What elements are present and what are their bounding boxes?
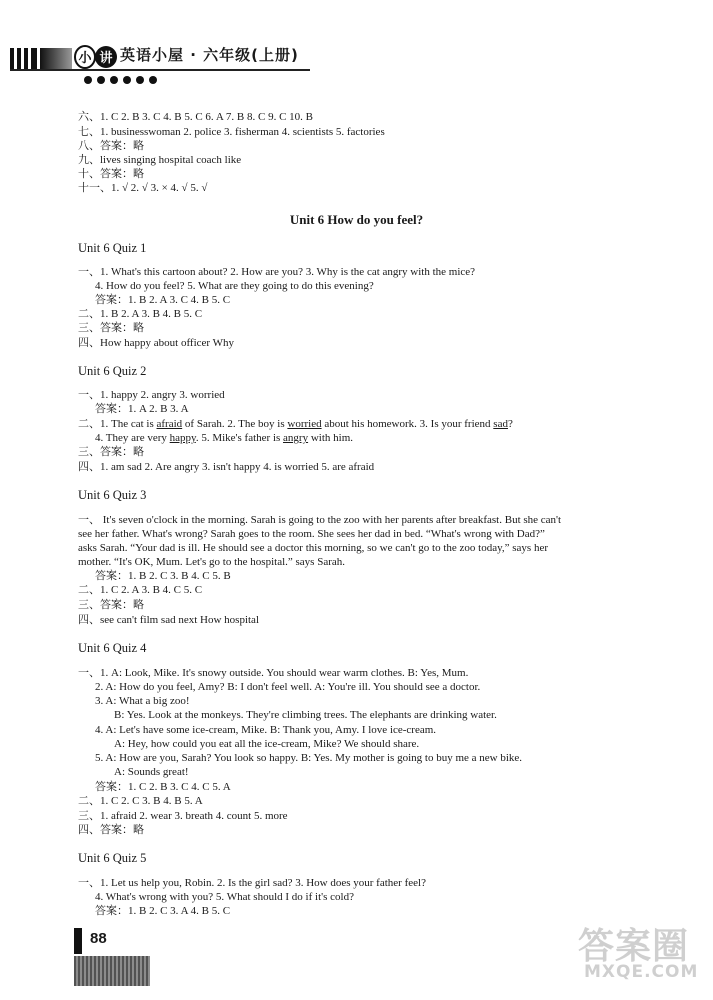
quiz-1-heading: Unit 6 Quiz 1 [78,241,147,255]
svg-text:讲: 讲 [99,51,113,66]
quiz-4-line: 三、1. afraid 2. wear 3. breath 4. count 5. more [78,810,288,822]
quiz-4-dialogue-line: 4. A: Let's have some ice-cream, Mike. B: Thank you, Amy. I love ice-cream. [95,724,437,736]
quiz-5-answer-key: 答案：1. B 2. C 3. A 4. B 5. C [95,905,231,917]
quiz-2-line: 四、1. am sad 2. Are angry 3. isn't happy 4. is worried 5. are afraid [78,461,375,473]
quiz-4-answer-key: 答案：1. C 2. B 3. C 4. C 5. A [95,781,231,793]
quiz-4-line: 二、1. C 2. C 3. B 4. B 5. A [78,795,203,807]
page-number: 88 [90,930,107,947]
svg-text:小: 小 [78,51,92,66]
quiz-4-heading: Unit 6 Quiz 4 [78,641,147,655]
header-decoration-bars [10,48,72,70]
quiz-1-line: 一、1. What's this cartoon about? 2. How are you? 3. Why is the cat angry with the mice? [78,266,476,278]
watermark-line-1: 答案圈 [578,926,690,967]
quiz-3-passage-line: see her father. What's wrong? Sarah goes to the room. She sees her dad in bed. “What's wrong with Dad?” [78,528,545,540]
quiz-4-dialogue-line: 一、1. A: Look, Mike. It's snowy outside. You should wear warm clothes. B: Yes, Mum. [78,667,469,679]
quiz-2-line-underlined: 4. They are very happy. 5. Mike's father is angry with him. [95,432,353,444]
quiz-1-line: 四、How happy about officer Why [78,337,235,349]
watermark-line-2: MXQE.COM [584,962,699,982]
quiz-1-line: 4. How do you feel? 5. What are they going to do this evening? [95,280,374,292]
page-number-bar [74,928,82,954]
quiz-4-line: 四、答案：略 [78,824,144,836]
watermark-logo [578,918,704,988]
quiz-2-line-underlined: 二、1. The cat is afraid of Sarah. 2. The boy is worried about his homework. 3. Is your friend sad? [78,418,513,430]
quiz-1-answer-key: 答案：1. B 2. A 3. C 4. B 5. C [95,294,231,306]
footer-decoration-block [74,956,150,986]
quiz-5-line: 4. What's wrong with you? 5. What should I do if it's cold? [95,891,354,903]
quiz-1-line: 三、答案：略 [78,322,144,334]
quiz-3-passage-line: mother. “It's OK, Mum. Let's go to the hospital.” says Sarah. [78,556,346,568]
answer-line-section-8: 八、答案：略 [78,140,144,152]
quiz-4-dialogue-line: B: Yes. Look at the monkeys. They're climbing trees. The elephants are drinking water. [114,709,497,721]
quiz-3-line: 二、1. C 2. A 3. B 4. C 5. C [78,584,203,596]
quiz-3-passage-line: 一、 It's seven o'clock in the morning. Sarah is going to the zoo with her parents after breakfast. But she can't [78,514,562,526]
quiz-2-answer-key: 答案：1. A 2. B 3. A [95,403,189,415]
quiz-4-dialogue-line: 5. A: How are you, Sarah? You look so happy. B: Yes. My mother is going to buy me a new bike. [95,752,523,764]
underlined-word: happy [169,432,196,444]
header-rule [10,69,310,71]
quiz-4-dialogue-line: 3. A: What a big zoo! [95,695,190,707]
underlined-word: afraid [156,418,183,430]
quiz-4-dialogue-line: A: Sounds great! [114,766,189,778]
answer-line-section-9: 九、lives singing hospital coach like [78,154,242,166]
quiz-4-dialogue-line: A: Hey, how could you eat all the ice-cream, Mike? We should share. [114,738,420,750]
answer-line-section-10: 十、答案：略 [78,168,144,180]
quiz-3-heading: Unit 6 Quiz 3 [78,488,147,502]
quiz-3-answer-key: 答案：1. B 2. C 3. B 4. C 5. B [95,570,231,582]
answer-line-section-11: 十一、1. √ 2. √ 3. × 4. √ 5. √ [78,182,208,194]
quiz-2-heading: Unit 6 Quiz 2 [78,364,147,378]
quiz-3-line: 四、see can't film sad next How hospital [78,614,260,626]
underlined-word: worried [287,418,322,430]
header-dots [84,76,157,84]
underlined-word: sad [493,418,508,430]
quiz-2-line: 一、1. happy 2. angry 3. worried [78,389,225,401]
answer-line-section-7: 七、1. businesswoman 2. police 3. fisherman 4. scientists 5. factories [78,126,385,138]
answer-line-section-6: 六、1. C 2. B 3. C 4. B 5. C 6. A 7. B 8. C 9. C 10. B [78,111,314,123]
quiz-4-dialogue-line: 2. A: How do you feel, Amy? B: I don't feel well. A: You're ill. You should see a doctor. [95,681,481,693]
quiz-1-line: 二、1. B 2. A 3. B 4. B 5. C [78,308,203,320]
unit-title: Unit 6 How do you feel? [289,212,424,227]
underlined-word: angry [283,432,309,444]
quiz-3-line: 三、答案：略 [78,599,144,611]
quiz-2-line: 三、答案：略 [78,446,144,458]
quiz-3-passage-line: asks Sarah. “Your dad is ill. He should see a doctor this morning, so we can't go to the zoo today,” says her [78,542,549,554]
quiz-5-heading: Unit 6 Quiz 5 [78,851,147,865]
series-title: 英语小屋 · 六年级(上册) [120,46,299,64]
quiz-5-line: 一、1. Let us help you, Robin. 2. Is the girl sad? 3. How does your father feel? [78,877,426,889]
series-logo-icon [74,44,118,70]
